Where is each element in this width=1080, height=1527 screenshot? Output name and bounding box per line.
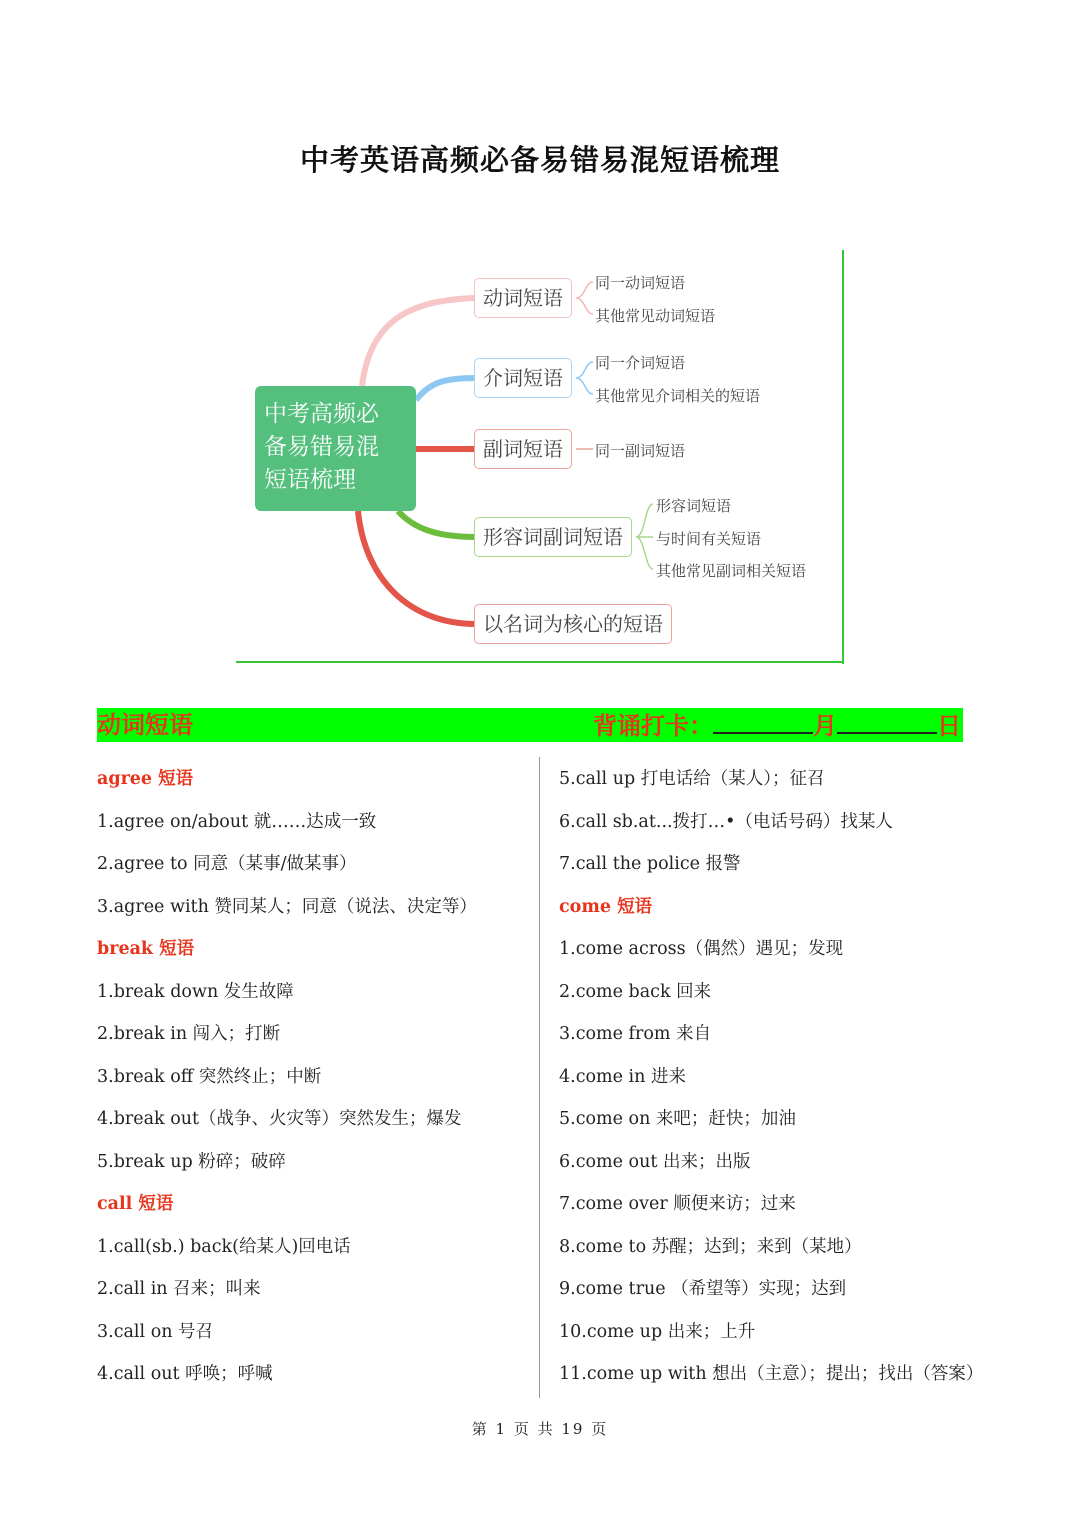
phrase-group-heading: agree 短语 [97,769,194,789]
sub-node: 其他常见动词短语 [595,307,716,325]
checkin-field [593,708,961,743]
phrase-group-heading: come 短语 [559,896,653,917]
checkin-label: 背诵打卡： [593,711,713,740]
mind-map [0,0,1080,700]
node-prep-phrases: 介词短语 [474,358,572,398]
sub-node: 同一副词短语 [595,442,686,460]
sub-node: 其他常见副词相关短语 [656,562,807,580]
phrase-entry: 4.call out 呼唤；呼喊 [97,1364,273,1384]
phrase-entry: 2.break in 闯入；打断 [97,1024,281,1044]
phrase-entry: 4.break out（战争、火灾等）突然发生；爆发 [97,1109,462,1129]
node-adv-phrases: 副词短语 [474,429,572,469]
phrase-entry: 3.come from 来自 [559,1024,712,1044]
node-noun-phrases: 以名词为核心的短语 [474,604,672,644]
bracket-adj [636,504,653,569]
phrase-entry: 2.call in 召来；叫来 [97,1279,261,1299]
phrase-group-heading: call 短语 [97,1194,174,1214]
phrase-entry: 1.break down 发生故障 [97,981,294,1002]
phrase-entry: 5.come on 来吧；赶快；加油 [559,1109,796,1129]
phrase-entry: 1.agree on/about 就……达成一致 [97,811,377,832]
phrase-entry: 9.come true （希望等）实现；达到 [559,1279,847,1299]
month-label: 月 [813,711,837,740]
bracket-verb [576,282,593,314]
phrase-entry: 10.come up 出来；上升 [559,1321,756,1342]
sub-node: 与时间有关短语 [656,530,762,548]
section-title: 动词短语 [97,710,193,739]
left-column [97,763,477,1401]
month-blank [713,708,813,734]
mind-map-root [255,386,416,511]
sub-node: 形容词短语 [656,497,732,515]
phrase-entry: 4.come in 进来 [559,1066,686,1087]
right-column [559,763,983,1401]
section-header [97,708,963,742]
root-line: 中考高频必 [264,401,379,427]
column-divider [539,757,540,1398]
day-label: 日 [937,711,961,740]
phrase-entry: 5.call up 打电话给（某人）；征召 [559,769,825,789]
phrase-entry: 11.come up with 想出（主意）；提出；找出（答案） [559,1364,984,1384]
phrase-entry: 6.come out 出来；出版 [559,1151,751,1172]
phrase-entry: 5.break up 粉碎；破碎 [97,1151,286,1172]
page-footer: 第 1 页 共 19 页 [471,1420,609,1438]
phrase-entry: 7.call the police 报警 [559,854,741,874]
phrase-entry: 3.break off 突然终止；中断 [97,1066,322,1087]
phrase-entry: 6.call sb.at...拨打…•（电话号码）找某人 [559,811,893,832]
phrase-entry: 3.call on 号召 [97,1321,214,1342]
root-line: 备易错易混 [264,434,379,460]
phrase-group-heading: break 短语 [97,939,195,959]
link-verb-phrases [362,298,476,386]
bracket-prep [576,362,593,394]
mind-map-border-bottom [236,661,844,663]
link-prep-phrases [416,378,476,400]
link-adj-adv-phrases [398,511,476,537]
mind-map-border-right [842,250,844,664]
phrase-entry: 3.agree with 赞同某人；同意（说法、决定等） [97,896,477,917]
phrase-entry: 1.come across（偶然）遇见；发现 [559,939,844,959]
page-title: 中考英语高频必备易错易混短语梳理 [299,143,780,177]
day-blank [837,708,937,734]
sub-node: 同一动词短语 [595,274,686,292]
phrase-entry: 8.come to 苏醒；达到；来到（某地） [559,1236,862,1257]
mind-map-links [0,0,1080,700]
phrase-entry: 7.come over 顺便来访；过来 [559,1194,796,1214]
sub-node: 同一介词短语 [595,354,686,372]
phrase-entry: 2.come back 回来 [559,981,712,1002]
phrase-entry: 2.agree to 同意（某事/做某事） [97,854,357,874]
sub-node: 其他常见介词相关的短语 [595,387,761,405]
phrase-entry: 1.call(sb.) back(给某人)回电话 [97,1236,351,1257]
node-adj-adv-phrases: 形容词副词短语 [474,517,632,557]
node-verb-phrases: 动词短语 [474,278,572,318]
root-line: 短语梳理 [264,467,356,493]
